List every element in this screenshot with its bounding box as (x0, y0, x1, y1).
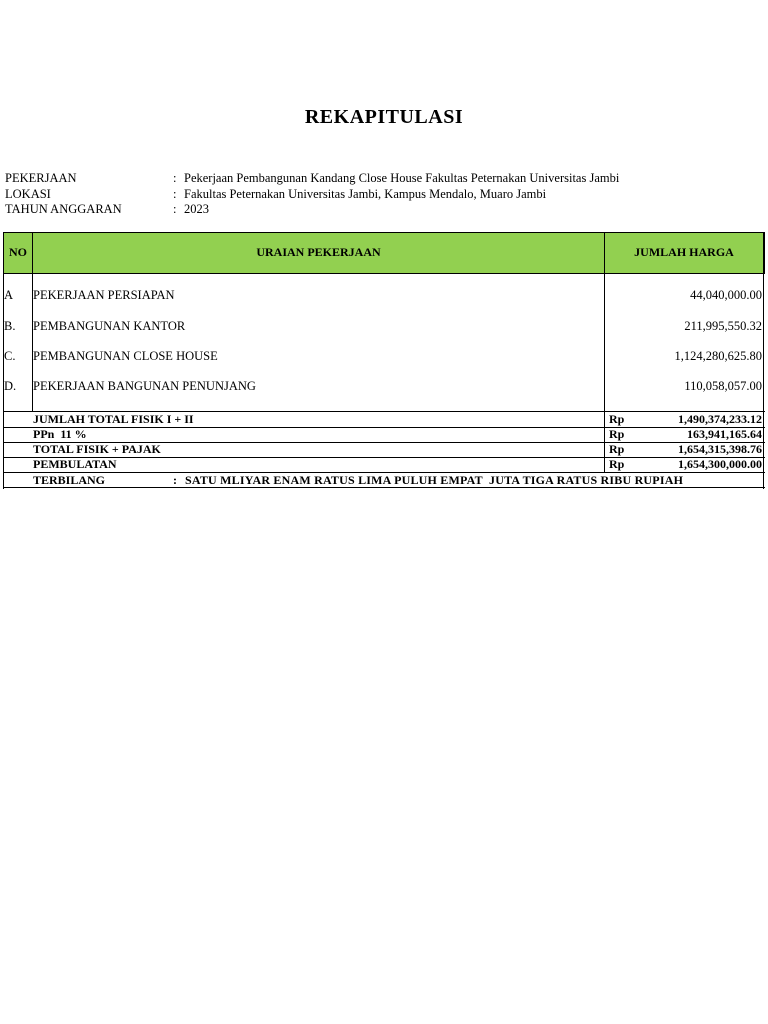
header-amount: JUMLAH HARGA (634, 245, 734, 259)
row-no: A (4, 288, 14, 302)
meta-key: TAHUN ANGGARAN (5, 202, 122, 216)
table-row (3, 288, 765, 306)
summary-currency: Rp (609, 412, 625, 426)
summary-label: TOTAL FISIK + PAJAK (33, 442, 161, 456)
summary-amount: 1,654,300,000.00 (678, 457, 762, 471)
row-no: D. (4, 379, 17, 393)
table-row (3, 379, 765, 397)
row-no: B. (4, 319, 16, 333)
summary-row-terbilang (3, 473, 765, 488)
row-amount: 1,124,280,625.80 (674, 349, 762, 363)
row-amount: 211,995,550.32 (684, 319, 762, 333)
meta-value: Pekerjaan Pembangunan Kandang Close House Fakultas Peternakan Universitas Jambi (184, 171, 620, 185)
header-no: NO (9, 245, 27, 259)
table-row (3, 319, 765, 337)
meta-colon: : (173, 186, 177, 201)
meta-row-pekerjaan (5, 171, 619, 187)
row-description: PEMBANGUNAN KANTOR (33, 319, 186, 333)
meta-value: Fakultas Peternakan Universitas Jambi, Kampus Mendalo, Muaro Jambi (184, 186, 547, 201)
summary-currency: Rp (609, 457, 625, 471)
terbilang-text: SATU MLIYAR ENAM RATUS LIMA PULUH EMPAT JUTA TIGA RATUS RIBU RUPIAH (185, 473, 684, 487)
summary-row-ppn (3, 427, 765, 442)
recap-table (3, 232, 765, 489)
row-description: PEKERJAAN BANGUNAN PENUNJANG (33, 379, 256, 393)
summary-label: JUMLAH TOTAL FISIK I + II (33, 412, 194, 426)
row-amount: 44,040,000.00 (690, 288, 762, 302)
row-description: PEKERJAAN PERSIAPAN (33, 288, 175, 302)
meta-value: 2023 (184, 202, 209, 216)
meta-colon: : (173, 202, 177, 216)
summary-amount: 1,490,374,233.12 (678, 412, 762, 426)
meta-colon: : (173, 171, 177, 185)
project-info (5, 171, 619, 218)
table-row (3, 349, 765, 367)
terbilang-label: TERBILANG (33, 473, 106, 487)
table-header (3, 232, 765, 274)
summary-amount: 1,654,315,398.76 (678, 442, 762, 456)
row-amount: 110,058,057.00 (684, 379, 762, 393)
summary-amount: 163,941,165.64 (687, 427, 762, 441)
row-description: PEMBANGUNAN CLOSE HOUSE (33, 349, 218, 363)
row-no: C. (4, 349, 16, 363)
summary-currency: Rp (609, 442, 625, 456)
summary-label: PPn 11 % (33, 427, 87, 441)
summary-row-total-pajak (3, 442, 765, 457)
summary-row-total-fisik (3, 412, 765, 427)
meta-key: LOKASI (5, 186, 51, 201)
terbilang-colon: : (173, 473, 177, 487)
summary-label: PEMBULATAN (33, 457, 117, 471)
meta-key: PEKERJAAN (5, 171, 77, 185)
meta-row-tahun-anggaran (5, 202, 619, 218)
meta-row-lokasi (5, 187, 619, 203)
summary-row-pembulatan (3, 457, 765, 472)
summary-currency: Rp (609, 427, 625, 441)
header-description: URAIAN PEKERJAAN (256, 245, 381, 259)
page-title: REKAPITULASI (304, 106, 464, 128)
